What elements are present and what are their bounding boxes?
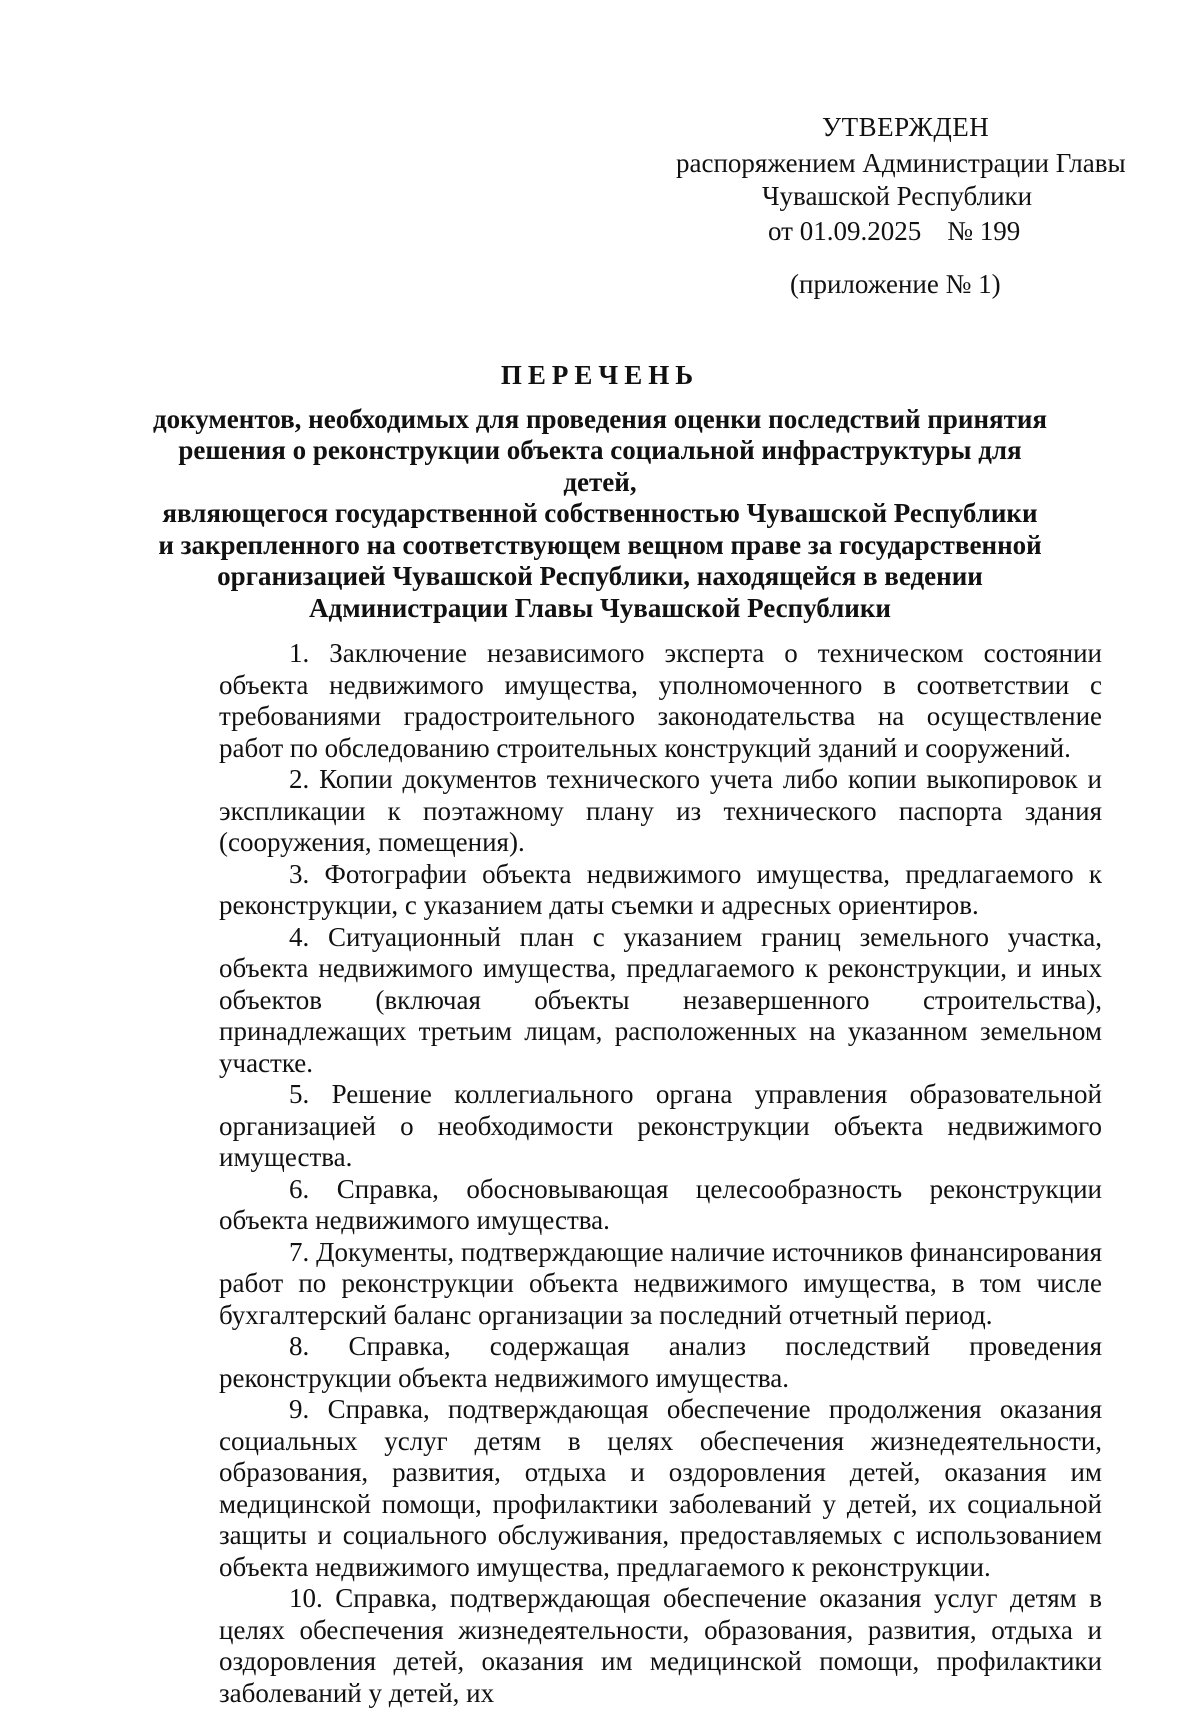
- heading-line: решения о реконструкции объекта социальной инфраструктуры для детей,: [178, 435, 1022, 497]
- list-item: 2. Копии документов технического учета либо копии выкопировок и экспликации к поэтажному плану из технического паспорта здания (сооружения, помещения).: [219, 764, 1102, 857]
- heading-line: документов, необходимых для проведения оценки последствий принятия: [152, 403, 1048, 434]
- list-item: 9. Справка, подтверждающая обеспечение продолжения оказания социальных услуг детям в целях обеспечения жизнедеятельности, образования, развития, отдыха и оздоровления детей, оказания им медицинской помощи, профилактики заболеваний у детей, их социальной защиты и социального обслуживания, предоставляемых с использованием объекта недвижимого имущества, предлагаемого к реконструкции.: [219, 1394, 1102, 1582]
- approval-issuer-line: распоряжением Администрации Главы: [676, 148, 1126, 178]
- approval-republic-line: Чувашской Республики: [762, 181, 1033, 211]
- list-item: 6. Справка, обосновывающая целесообразность реконструкции объекта недвижимого имущества.: [219, 1173, 1102, 1235]
- heading-line: Администрации Главы Чувашской Республики: [309, 592, 891, 623]
- heading-title: ПЕРЕЧЕНЬ: [500, 360, 700, 390]
- list-item: 1. Заключение независимого эксперта о техническом состоянии объекта недвижимого имущества, уполномоченного в соответствии с требованиями градостроительного законодательства на осуществление работ по обследованию строительных конструкций зданий и сооружений.: [219, 638, 1102, 763]
- approval-date: от 01.09.2025: [768, 216, 922, 246]
- heading-line: и закрепленного на соответствующем вещном праве за государственной: [158, 529, 1042, 560]
- list-item: 7. Документы, подтверждающие наличие источников финансирования работ по реконструкции объекта недвижимого имущества, в том числе бухгалтерский баланс организации за последний отчетный период.: [219, 1236, 1102, 1330]
- approval-number: № 199: [947, 216, 1021, 246]
- annex-label: (приложение № 1): [790, 269, 1001, 299]
- list-item: 3. Фотографии объекта недвижимого имущества, предлагаемого к реконструкции, с указанием даты съемки и адресных ориентиров.: [219, 858, 1102, 920]
- list-item: 4. Ситуационный план с указанием границ земельного участка, объекта недвижимого имущества, предлагаемого к реконструкции, и иных объектов (включая объекты незавершенного строительства), принадлежащих третьим лицам, расположенных на указанном земельном участке.: [219, 921, 1102, 1078]
- list-item: 5. Решение коллегиального органа управления образовательной организацией о необходимости реконструкции объекта недвижимого имущества.: [219, 1079, 1102, 1172]
- heading-line: являющегося государственной собственностью Чувашской Республики: [162, 498, 1038, 528]
- approval-title: УТВЕРЖДЕН: [822, 112, 990, 142]
- document-heading: [150, 360, 1050, 624]
- document-body: [219, 638, 1102, 1709]
- list-item: 8. Справка, содержащая анализ последствий проведения реконструкции объекта недвижимого имущества.: [219, 1331, 1102, 1393]
- approval-date-number-line: [768, 212, 1020, 250]
- heading-line: организацией Чувашской Республики, находящейся в ведении: [217, 561, 983, 591]
- list-item: 10. Справка, подтверждающая обеспечение оказания услуг детям в целях обеспечения жизнедеятельности, образования, развития, отдыха и оздоровления детей, оказания им медицинской помощи, профилактики заболеваний у детей, их: [219, 1583, 1102, 1708]
